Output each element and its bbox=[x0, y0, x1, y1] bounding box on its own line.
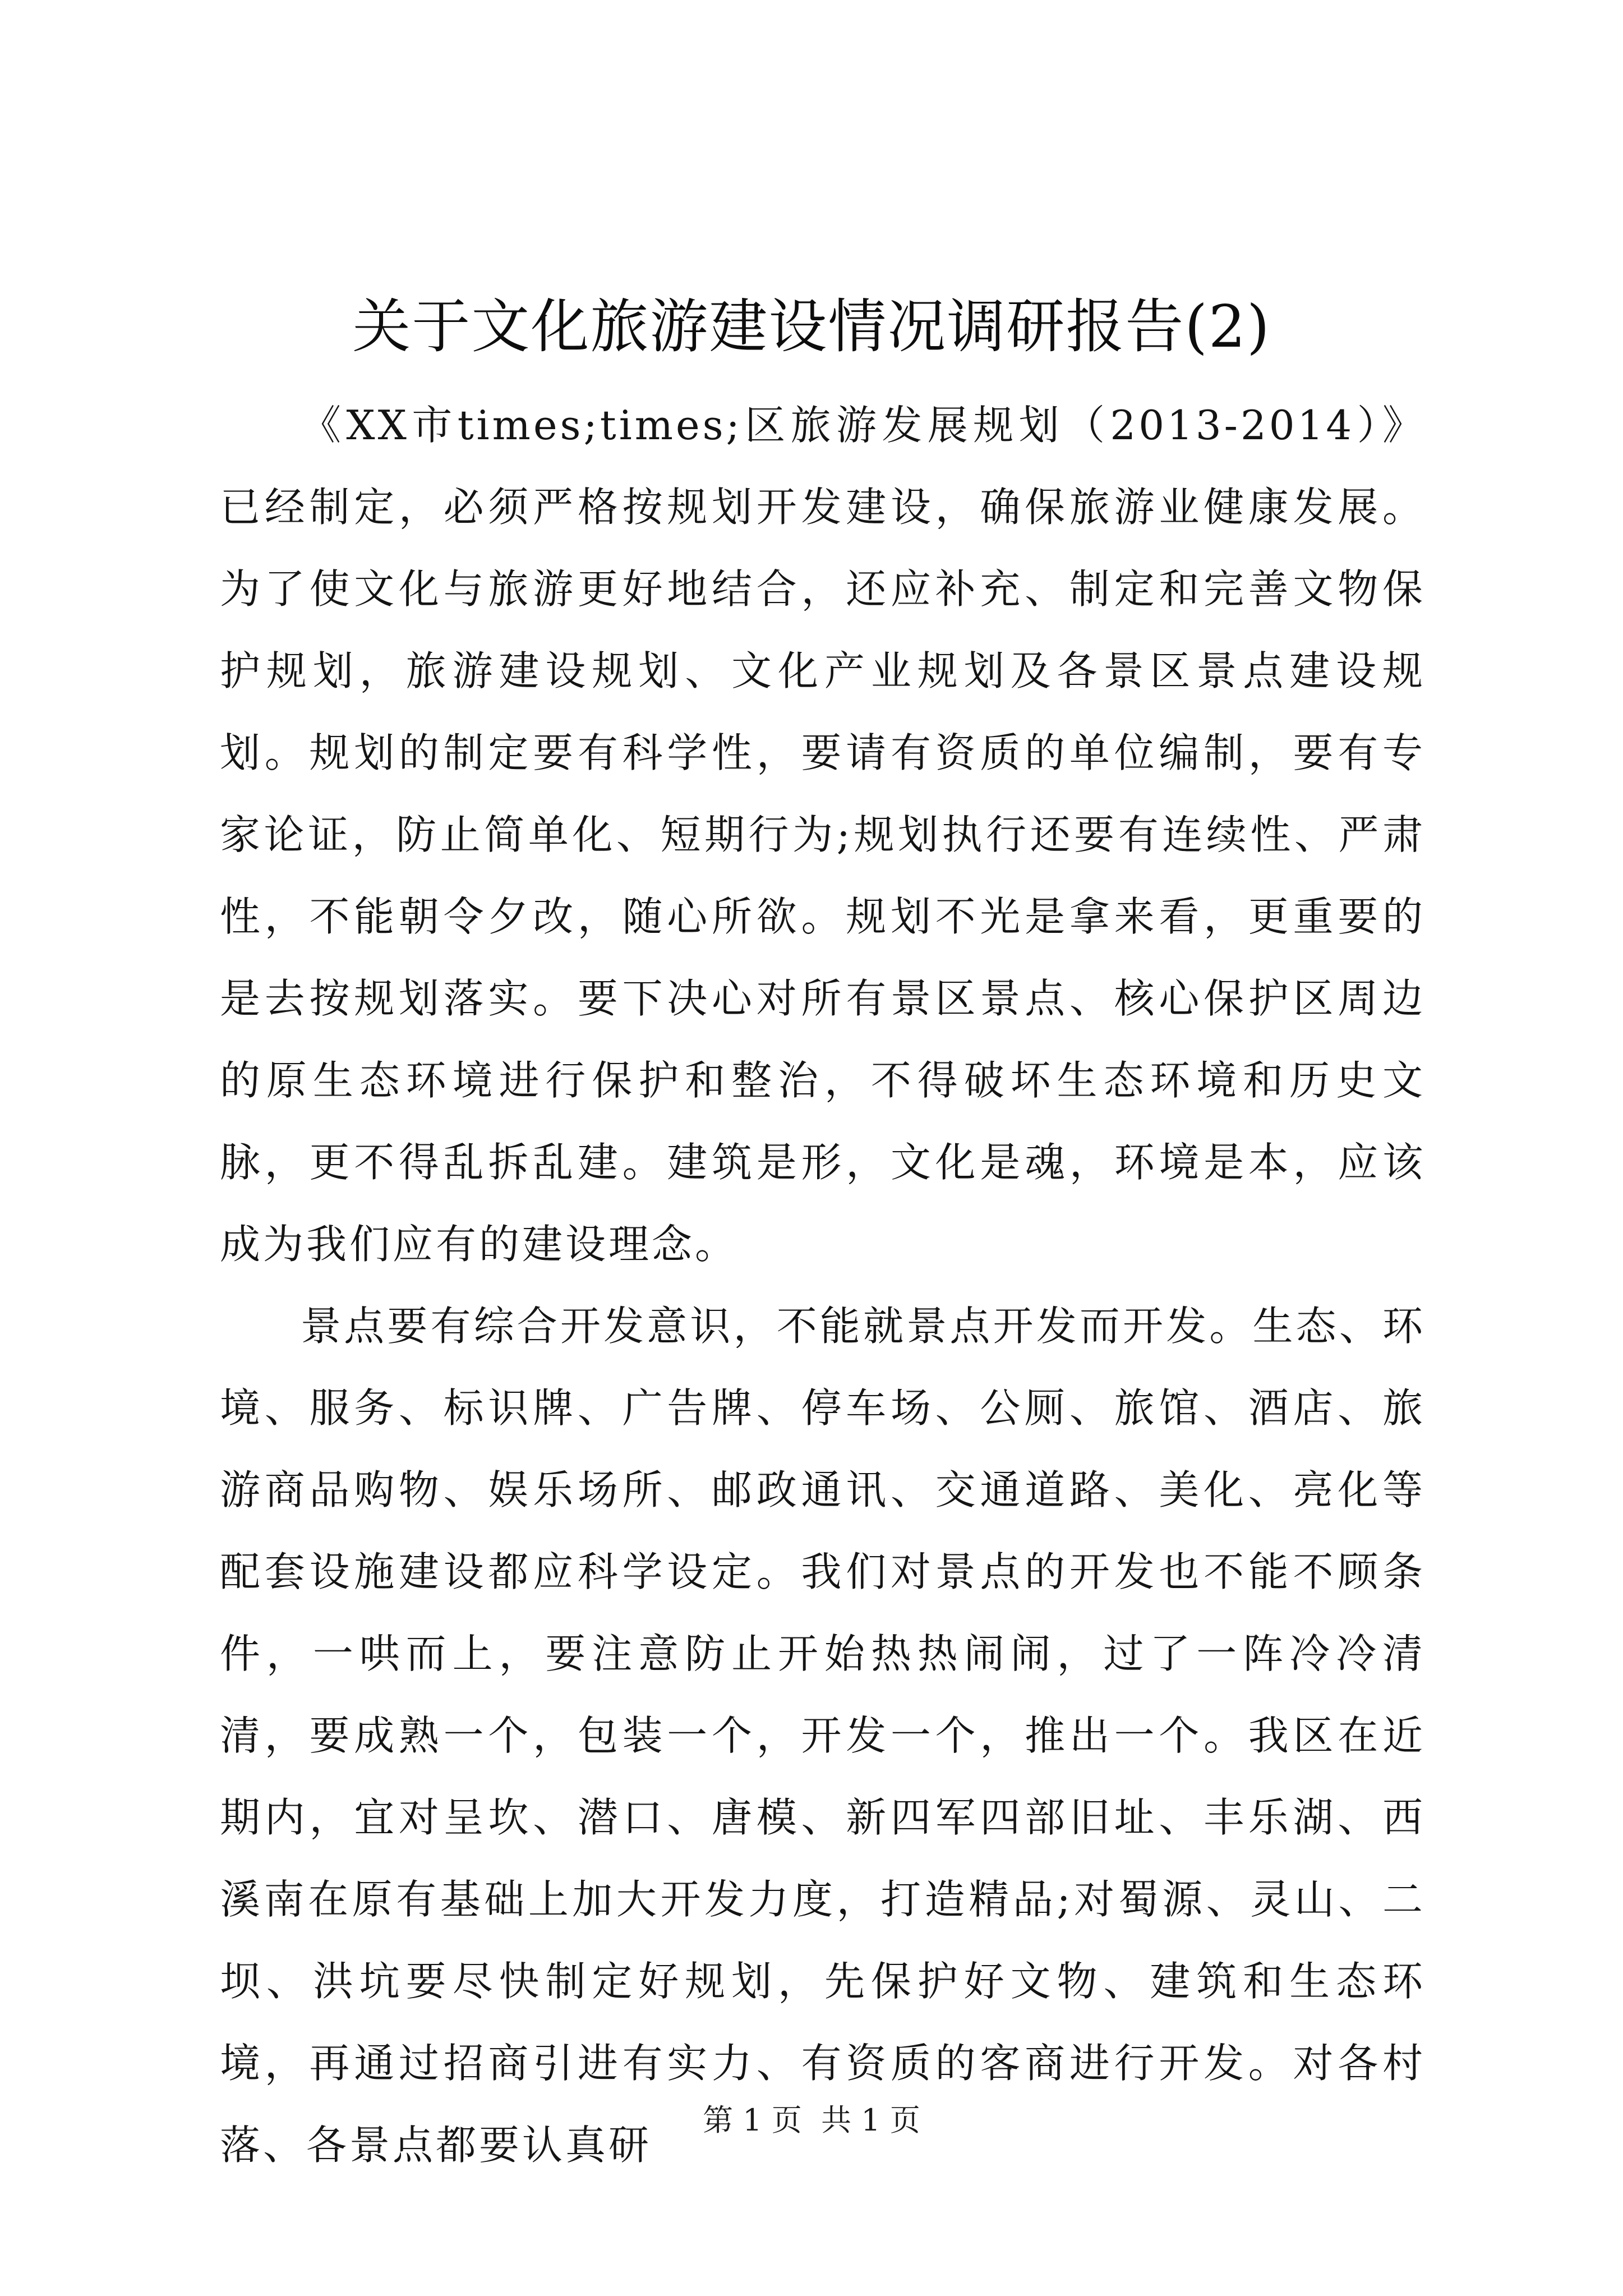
document-body bbox=[220, 384, 1426, 2186]
body-paragraph-2: 景点要有综合开发意识，不能就景点开发而开发。生态、环境、服务、标识牌、广告牌、停车场、公厕、旅馆、酒店、旅游商品购物、娱乐场所、邮政通讯、交通道路、美化、亮化等配套设施建设都应科学设定。我们对景点的开发也不能不顾条件，一哄而上，要注意防止开始热热闹闹，过了一阵冷冷清清，要成熟一个，包装一个，开发一个，推出一个。我区在近期内，宜对呈坎、潜口、唐模、新四军四部旧址、丰乐湖、西溪南在原有基础上加大开发力度，打造精品;对蜀源、灵山、二坝、洪坑要尽快制定好规划，先保护好文物、建筑和生态环境，再通过招商引进有实力、有资质的客商进行开发。对各村落、各景点都要认真研 bbox=[220, 1303, 1426, 2169]
page-number-label: 第 1 页 共 1 页 bbox=[703, 2102, 920, 2138]
page-footer bbox=[0, 2098, 1623, 2143]
document-title: 关于文化旅游建设情况调研报告(2) bbox=[352, 292, 1271, 361]
body-paragraph-1: 《XX市times;times;区旅游发展规划（2013-2014）》已经制定，必须严格按规划开发建设，确保旅游业健康发展。为了使文化与旅游更好地结合，还应补充、制定和完善文物保护规划，旅游建设规划、文化产业规划及各景区景点建设规划。规划的制定要有科学性，要请有资质的单位编制，要有专家论证，防止简单化、短期行为;规划执行还要有连续性、严肃性，不能朝令夕改，随心所欲。规划不光是拿来看，更重要的是去按规划落实。要下决心对所有景区景点、核心保护区周边的原生态环境进行保护和整治，不得破坏生态环境和历史文脉，更不得乱拆乱建。建筑是形，文化是魂，环境是本，应该成为我们应有的建设理念。 bbox=[220, 402, 1426, 1268]
